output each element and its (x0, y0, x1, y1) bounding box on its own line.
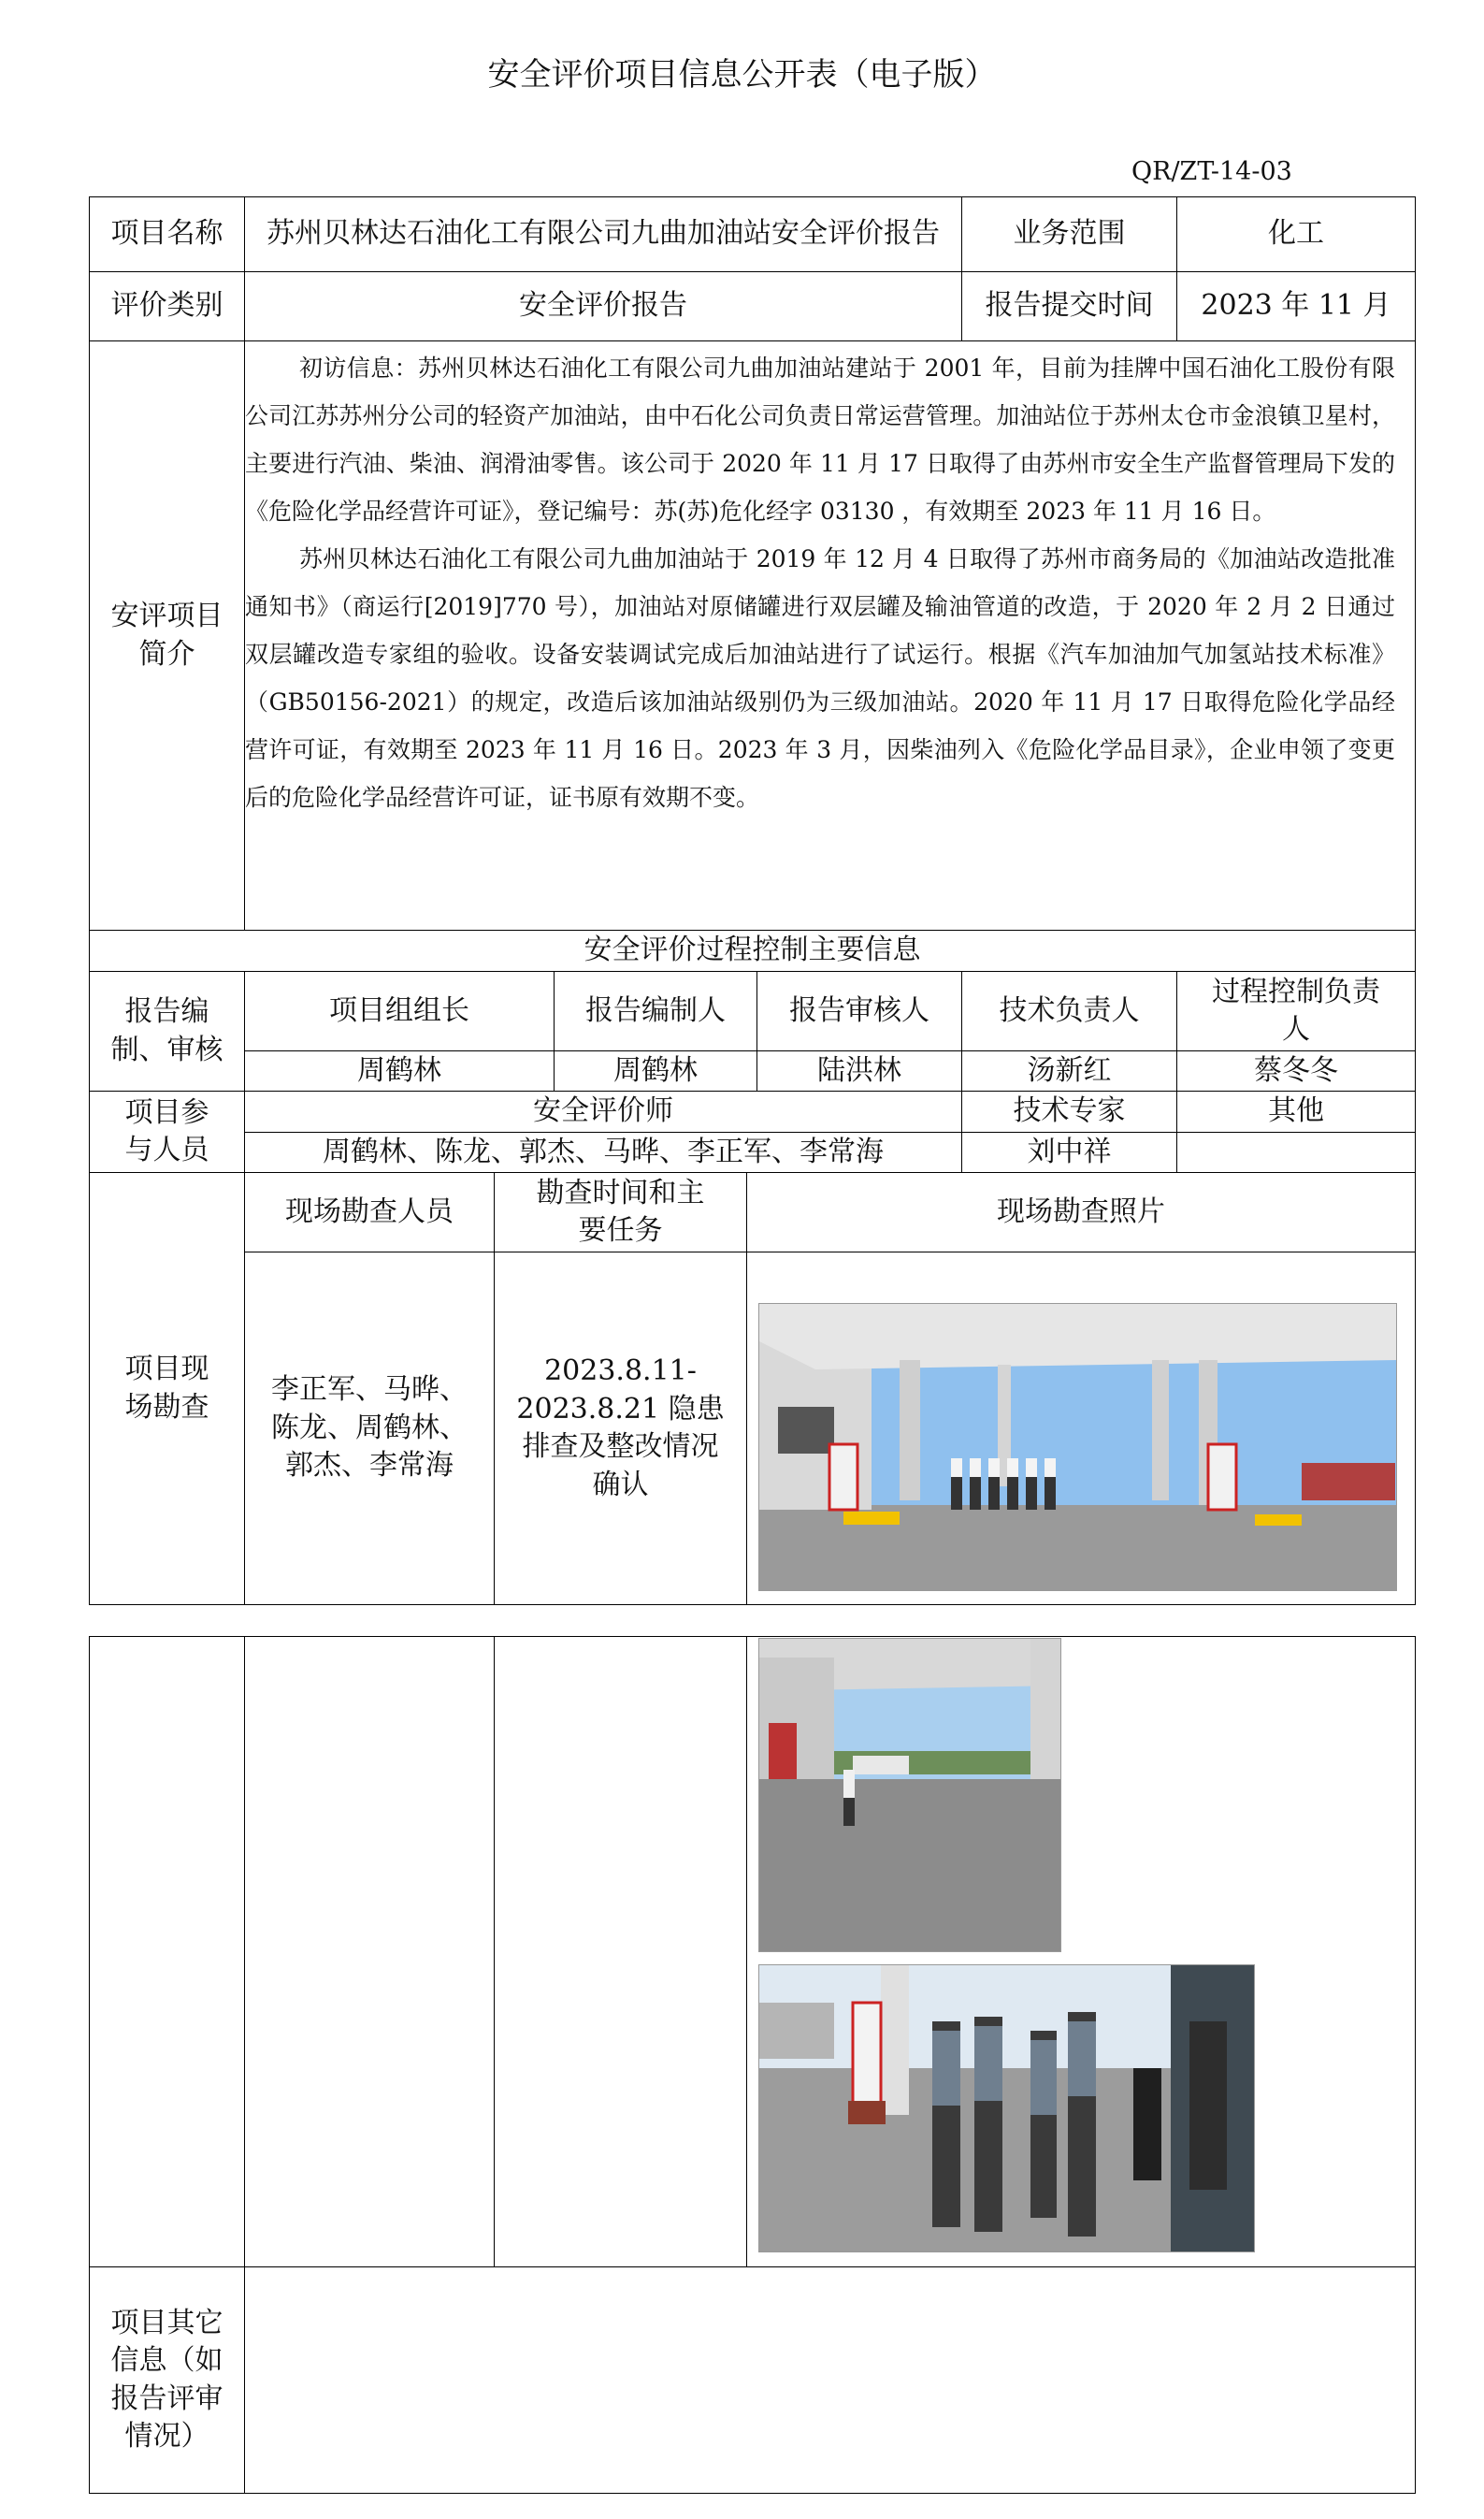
header-team-leader: 项目组组长 (244, 971, 555, 1051)
survey-time-task: 2023.8.11-2023.8.21 隐患排查及整改情况确认 (494, 1252, 747, 1605)
header-report-reviewer: 报告审核人 (756, 971, 962, 1051)
other-info-label: 项目其它信息（如报告评审情况） (89, 2266, 245, 2494)
page-title: 安全评价项目信息公开表（电子版） (487, 56, 997, 94)
expert-name: 刘中祥 (961, 1132, 1177, 1173)
value-tech-lead: 汤新红 (961, 1050, 1177, 1092)
submit-time-label: 报告提交时间 (961, 271, 1177, 341)
pump-island-photo (758, 1964, 1255, 2252)
other-value (1176, 1132, 1416, 1173)
gas-station-photo (758, 1303, 1397, 1591)
intro-paragraph-1: 初访信息：苏州贝林达石油化工有限公司九曲加油站建站于 2001 年，目前为挂牌中国石油化工股份有限公司江苏苏州分公司的轻资产加油站，由中石化公司负责日常运营管理。加油站位于苏州太仓市金浪镇卫星村，主要进行汽油、柴油、润滑油零售。该公司于 2020 年 11 月 17 日取得了由苏州市安全生产监督管理局下发的《危险化学品经营许可证》，登记编号：苏(苏)危化经字 03130 ，有效期至 2023 年 11 月 16 日。 (245, 355, 1395, 525)
other-info-value (244, 2266, 1416, 2494)
business-scope-value: 化工 (1176, 196, 1416, 272)
survey-time-header: 勘查时间和主要任务 (494, 1172, 747, 1252)
value-report-author: 周鹤林 (554, 1050, 757, 1092)
participants-label: 项目参与人员 (89, 1091, 245, 1173)
survey-staff-header: 现场勘查人员 (244, 1172, 495, 1252)
evaluation-type-label: 评价类别 (89, 271, 245, 341)
business-scope-label: 业务范围 (961, 196, 1177, 272)
intro-text (245, 344, 1395, 821)
canopy-photo (758, 1638, 1061, 1952)
survey-label-continued (89, 1636, 245, 2267)
value-report-reviewer: 陆洪林 (756, 1050, 962, 1092)
expert-header: 技术专家 (961, 1091, 1177, 1133)
value-team-leader: 周鹤林 (244, 1050, 555, 1092)
process-section-title: 安全评价过程控制主要信息 (89, 930, 1416, 972)
project-name-value: 苏州贝林达石油化工有限公司九曲加油站安全评价报告 (244, 196, 962, 272)
survey-photo-header: 现场勘查照片 (746, 1172, 1416, 1252)
header-tech-lead: 技术负责人 (961, 971, 1177, 1051)
survey-staff-names: 李正军、马晔、陈龙、周鹤林、郭杰、李常海 (244, 1252, 495, 1605)
evaluation-type-value: 安全评价报告 (244, 271, 962, 341)
value-process-control: 蔡冬冬 (1176, 1050, 1416, 1092)
survey-label: 项目现场勘查 (89, 1172, 245, 1605)
other-header: 其他 (1176, 1091, 1416, 1133)
report-compile-label: 报告编制、审核 (89, 971, 245, 1092)
document-code: QR/ZT-14-03 (1131, 157, 1292, 186)
evaluator-names: 周鹤林、陈龙、郭杰、马晔、李正军、李常海 (244, 1132, 962, 1173)
survey-staff-continued (244, 1636, 495, 2267)
submit-time-value: 2023 年 11 月 (1176, 271, 1416, 341)
header-report-author: 报告编制人 (554, 971, 757, 1051)
intro-paragraph-2: 苏州贝林达石油化工有限公司九曲加油站于 2019 年 12 月 4 日取得了苏州市商务局的《加油站改造批准通知书》（商运行[2019]770 号），加油站对原储罐进行双层罐及输油管道的改造，于 2020 年 2 月 2 日通过双层罐改造专家组的验收。设备安装调试完成后加油站进行了试运行。根据《汽车加油加气加氢站技术标准》（GB50156-2021）的规定，改造后该加油站级别仍为三级加油站。2020 年 11 月 17 日取得危险化学品经营许可证，有效期至 2023 年 11 月 16 日。2023 年 3 月，因柴油列入《危险化学品目录》，企业申领了变更后的危险化学品经营许可证，证书原有效期不变。 (245, 545, 1395, 811)
project-name-label: 项目名称 (89, 196, 245, 272)
intro-label: 安评项目简介 (89, 340, 245, 931)
header-process-control: 过程控制负责人 (1176, 971, 1416, 1051)
survey-time-continued (494, 1636, 747, 2267)
evaluator-header: 安全评价师 (244, 1091, 962, 1133)
